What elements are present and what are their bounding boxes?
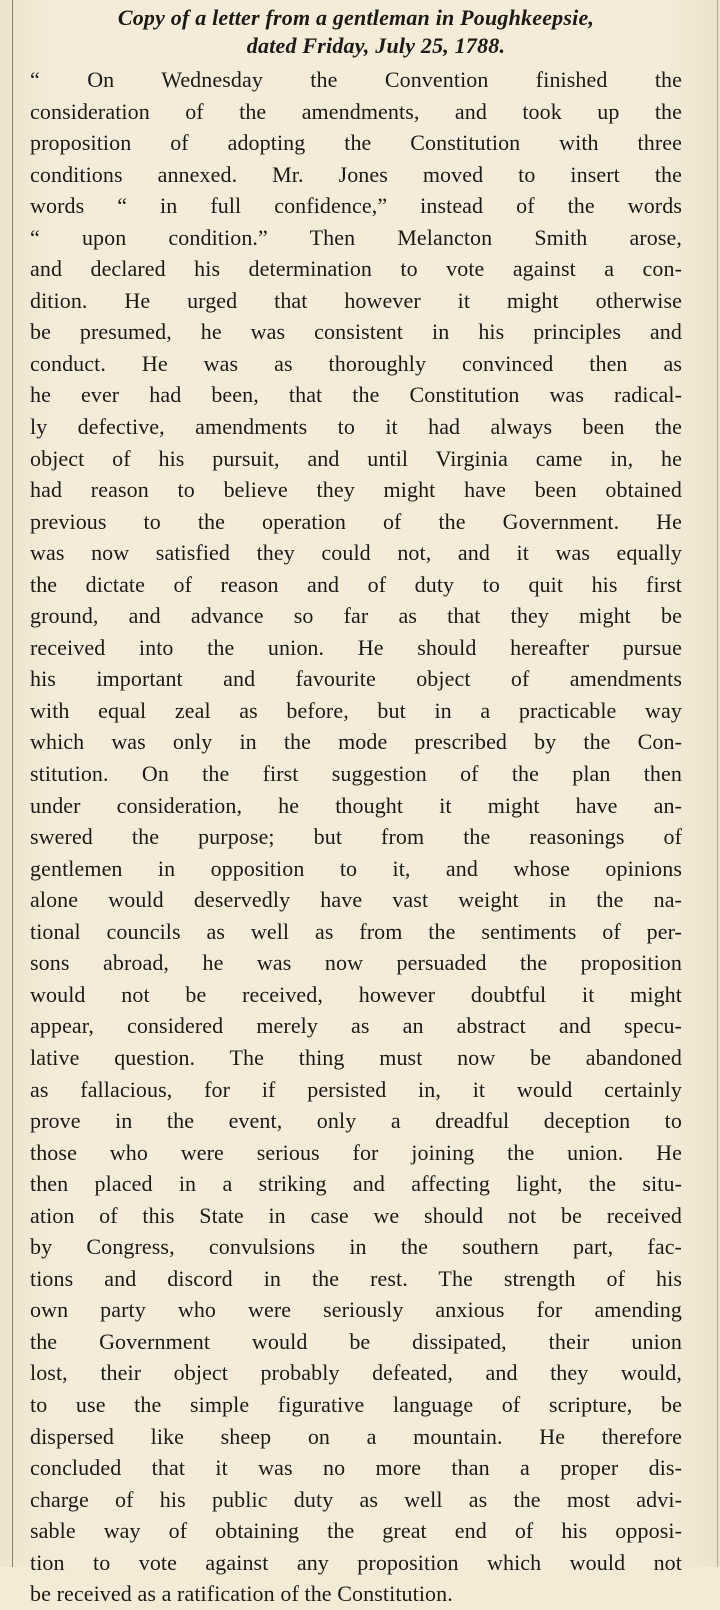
text-line: swered the purpose; but from the reasonings of (30, 824, 682, 850)
text-line: “ On Wednesday the Convention finished the (30, 67, 682, 92)
text-line: lative question. The thing must now be abandoned (30, 1044, 682, 1070)
article-body (30, 64, 682, 1610)
text-line: gentlemen in opposition to it, and whose opinions (30, 855, 682, 881)
text-line: under consideration, he thought it might have an- (30, 792, 682, 818)
text-line: previous to the operation of the Government. He (30, 508, 682, 534)
text-line: the Government would be dissipated, their union (30, 1328, 682, 1354)
text-line: as fallacious, for if persisted in, it would certainly (30, 1076, 682, 1102)
column-rule-left (12, 0, 13, 1567)
text-line: alone would deservedly have vast weight in the na- (30, 887, 682, 913)
text-line: tions and discord in the rest. The strength of his (30, 1265, 682, 1291)
text-line: tion to vote against any proposition which would not (30, 1549, 682, 1575)
text-line: had reason to believe they might have been obtained (30, 477, 682, 503)
text-line: own party who were seriously anxious for amending (30, 1297, 682, 1323)
text-line: object of his pursuit, and until Virginia came in, he (30, 445, 682, 471)
text-line: stitution. On the first suggestion of the plan then (30, 761, 682, 787)
text-line: concluded that it was no more than a proper dis- (30, 1455, 682, 1481)
text-line: dition. He urged that however it might otherwise (30, 287, 682, 313)
text-line: ation of this State in case we should not be received (30, 1202, 682, 1228)
text-line: proposition of adopting the Constitution with three (30, 130, 682, 156)
text-line: prove in the event, only a dreadful deception to (30, 1108, 682, 1134)
text-line: tional councils as well as from the sentiments of per- (30, 918, 682, 944)
text-line: which was only in the mode prescribed by the Con- (30, 729, 682, 755)
article-heading (30, 4, 682, 60)
heading-line-2: dated Friday, July 25, 1788. (246, 33, 506, 58)
article-column (30, 4, 682, 1610)
text-line: the dictate of reason and of duty to quit his first (30, 571, 682, 597)
text-line: by Congress, convulsions in the southern part, fac- (30, 1234, 682, 1260)
text-line: charge of his public duty as well as the most advi- (30, 1486, 682, 1512)
text-line: dispersed like sheep on a mountain. He therefore (30, 1423, 682, 1449)
text-line: ground, and advance so far as that they might be (30, 603, 682, 629)
text-line: was now satisfied they could not, and it was equally (30, 540, 682, 566)
text-line: to use the simple figurative language of scripture, be (30, 1391, 682, 1417)
text-line: with equal zeal as before, but in a practicable way (30, 697, 682, 723)
text-line: would not be received, however doubtful it might (30, 981, 682, 1007)
text-line: he ever had been, that the Constitution was radical- (30, 382, 682, 408)
text-line: sons abroad, he was now persuaded the proposition (30, 950, 682, 976)
text-line: consideration of the amendments, and took up the (30, 98, 682, 124)
text-line: sable way of obtaining the great end of his opposi- (30, 1518, 682, 1544)
text-line: received into the union. He should hereafter pursue (30, 634, 682, 660)
text-line: ly defective, amendments to it had always been the (30, 414, 682, 440)
text-line: those who were serious for joining the union. He (30, 1139, 682, 1165)
heading-line-1: Copy of a letter from a gentleman in Poughkeepsie, (117, 5, 595, 30)
text-line: be received as a ratification of the Constitution. (30, 1581, 453, 1607)
text-line: and declared his determination to vote against a con- (30, 256, 682, 282)
column-rule-right (717, 0, 718, 1567)
text-line: lost, their object probably defeated, and they would, (30, 1360, 682, 1386)
text-line: appear, considered merely as an abstract and specu- (30, 1013, 682, 1039)
text-line: his important and favourite object of amendments (30, 666, 682, 692)
text-line: be presumed, he was consistent in his principles and (30, 319, 682, 345)
text-line: words “ in full confidence,” instead of the words (30, 193, 682, 219)
text-line: conduct. He was as thoroughly convinced then as (30, 350, 682, 376)
text-line: “ upon condition.” Then Melancton Smith arose, (30, 224, 682, 250)
text-line: conditions annexed. Mr. Jones moved to insert the (30, 161, 682, 187)
text-line: then placed in a striking and affecting light, the situ- (30, 1171, 682, 1197)
